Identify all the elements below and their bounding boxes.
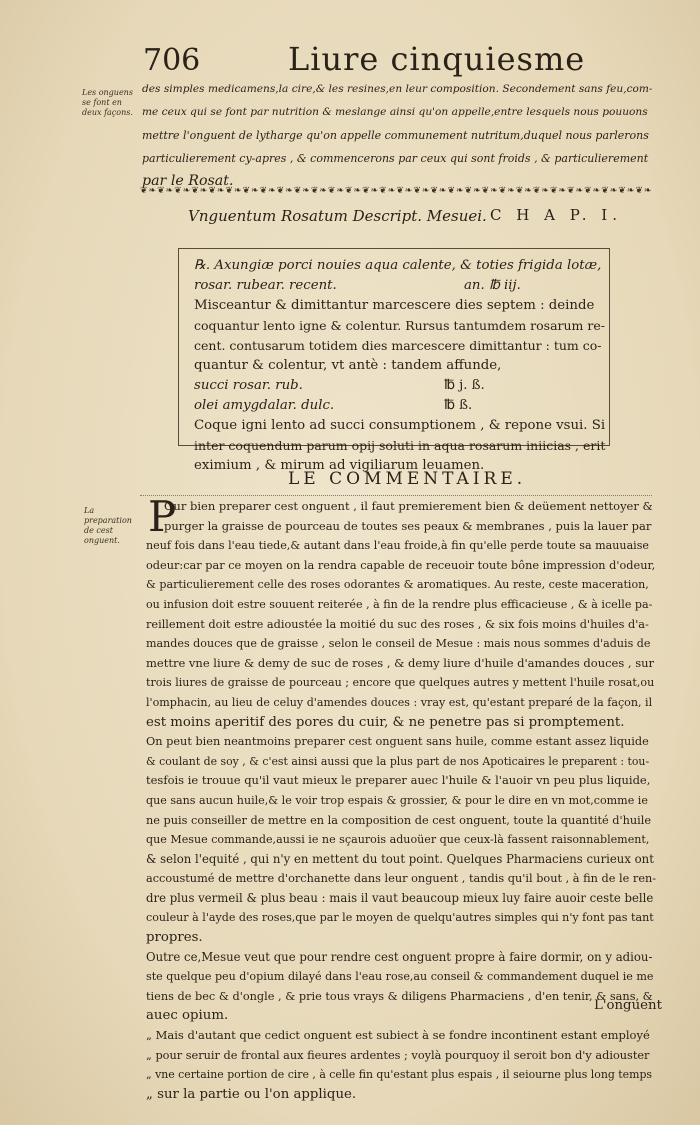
- recipe-line: Coque igni lento ad succi consumptionem , & repone vsui. Si: [194, 418, 606, 433]
- recipe-block: [194, 256, 606, 476]
- intro-line: particulierement cy-apres , & commencerons par ceux qui sont froids , & particulierement: [142, 152, 649, 165]
- commentary-line: On peut bien neantmoins preparer cest onguent sans huile, comme estant assez liquide: [146, 735, 649, 749]
- commentary-line: mettre vne liure & demy de suc de roses , & demy liure d'huile d'amandes douces , sur: [146, 655, 655, 670]
- commentary-line: „ vne certaine portion de cire , à celle fin qu'estant plus espais , il seiourne plus long temps: [146, 1068, 653, 1082]
- intro-paragraph: [142, 78, 654, 193]
- recipe-quantity: ℔ ß.: [444, 398, 473, 413]
- commentary-line: tesfois ie trouue qu'il vaut mieux le preparer auec l'huile & l'auoir vn peu plus liquide,: [146, 773, 651, 788]
- commentary-line: purger la graisse de pourceau de toutes ses peaux & membranes , puis la lauer par: [164, 518, 652, 533]
- commentary-line: & particulierement celle des roses odorantes & aromatiques. Au reste, ceste maceration,: [146, 578, 649, 592]
- recipe-line: inter coquendum parum opij soluti in aqua rosarum iniicias , erit: [194, 438, 606, 453]
- commentary-rule: [140, 495, 652, 496]
- frame-rule-left: [178, 249, 179, 445]
- recipe-line: quantur & colentur, vt antè : tandem affunde,: [194, 358, 502, 373]
- commentary-title: LE COMMENTAIRE.: [288, 469, 527, 489]
- commentary-line: propres.: [146, 930, 203, 946]
- commentary-line: & selon l'equité , qui n'y en mettent du tout point. Quelques Pharmaciens curieux ont: [146, 851, 654, 866]
- commentary-line: est moins aperitif des pores du cuir, & ne penetre pas si promptement.: [146, 714, 625, 730]
- recipe-line: [194, 396, 606, 416]
- commentary-line: que Mesue commande,aussi ie ne sçaurois aduoüer que ceux-là fassent raisonnablement,: [146, 833, 650, 847]
- commentary-line: ou infusion doit estre souuent reiterée , à fin de la rendre plus efficacieuse , & à icelle pa-: [146, 597, 653, 611]
- commentary-line: „ Mais d'autant que cedict onguent est subiect à se fondre incontinent estant employé: [146, 1028, 650, 1043]
- recipe-ingredient: succi rosar. rub.: [194, 378, 303, 393]
- commentary-line: „ pour seruir de frontal aux fieures ardentes ; voylà pourquoy il seroit bon d'y adiouster: [146, 1048, 650, 1062]
- intro-line: par le Rosat.: [142, 173, 234, 189]
- commentary-line: couleur à l'ayde des roses,que par le moyen de quelqu'autres simples qui n'y font pas tant: [146, 911, 654, 925]
- commentary-line: odeur:car par ce moyen on la rendra capable de receuoir toute bône impression d'odeur,: [146, 558, 656, 572]
- recipe-ingredient: rosar. rubear. recent.: [194, 278, 337, 293]
- commentary-line: l'omphacin, au lieu de celuy d'amendes douces : vray est, qu'estant preparé de la façon, il: [146, 695, 653, 709]
- commentary-text: [146, 492, 657, 1104]
- drop-capital: P: [148, 492, 177, 541]
- recipe-line: coquantur lento igne & colentur. Rursus tantumdem rosarum re-: [194, 318, 605, 333]
- commentary-line: ste quelque peu d'opium dilayé dans l'eau rose,au conseil & commandement duquel ie me: [146, 970, 654, 984]
- commentary-line: trois liures de graisse de pourceau ; encore que quelques autres y mettent l'huile rosat,ou: [146, 676, 655, 690]
- commentary-line: „ sur la partie ou l'on applique.: [146, 1086, 357, 1102]
- page-number: 706: [143, 43, 201, 78]
- margin-note-top: Les onguens se font en deux façons.: [82, 88, 133, 117]
- commentary-line: que sans aucun huile,& le voir trop espais & grossier, & pour le dire en vn mot,comme ie: [146, 793, 648, 807]
- commentary-line: neuf fois dans l'eau tiede,& autant dans l'eau froide,à fin qu'elle perde toute sa mauuaise: [146, 539, 649, 553]
- recipe-quantity: ℔ j. ß.: [444, 378, 485, 393]
- catchword: L'onguent: [594, 998, 662, 1013]
- recipe-quantity: an. ℔ iij.: [464, 278, 521, 293]
- intro-line: mettre l'onguent de lytharge qu'on appelle communement nutritum,duquel nous parlerons: [142, 129, 649, 142]
- recipe-line: eximium , & mirum ad vigiliarum leuamen.: [194, 458, 485, 473]
- commentary-line: reillement doit estre adioustée la moitié du suc des roses , & six fois moins d'huiles d'a-: [146, 617, 649, 631]
- commentary-line: tiens de bec & d'ongle , & prie tous vrays & diligens Pharmaciens , d'en tenir, & sans, &: [146, 989, 653, 1003]
- commentary-line: ne puis conseiller de mettre en la composition de cest onguent, toute la quantité d'huile: [146, 813, 652, 827]
- intro-line: me ceux qui se font par nutrition & meslange ainsi qu'on appelle,entre lesquels nous pouuons: [142, 106, 648, 118]
- recipe-line: [194, 276, 606, 296]
- recipe-line: [194, 376, 606, 396]
- margin-note-commentary: La preparation de cest onguent.: [84, 506, 132, 545]
- recipe-line: Misceantur & dimittantur marcescere dies septem : deinde: [194, 298, 595, 313]
- running-head: Liure cinquiesme: [288, 40, 586, 78]
- commentary-line: Outre ce,Mesue veut que pour rendre cest onguent propre à faire dormir, on y adiou-: [146, 949, 653, 964]
- recipe-ingredient: olei amygdalar. dulc.: [194, 398, 335, 413]
- commentary-line: accoustumé de mettre d'orchanette dans leur onguent , tandis qu'il bout , à fin de le ren-: [146, 872, 657, 886]
- recipe-line: ℞. Axungiæ porci nouies aqua calente, & toties frigida lotæ,: [194, 258, 602, 273]
- commentary-line: & coulant de soy , & c'est ainsi aussi que la plus part de nos Apoticaires le preparent : tou-: [146, 754, 650, 768]
- ornament-band: ❦❧❦❧❦❧❦❧❦❧❦❧❦❧❦❧❦❧❦❧❦❧❦❧❦❧❦❧❦❧❦❧❦❧❦❧❦❧❦❧❦❧❦❧❦❧❦❧❦❧❦❧❦❧❦❧❦❧❦❧: [140, 186, 652, 196]
- chapter-number: C H A P. I.: [490, 206, 622, 224]
- commentary-line: auec opium.: [146, 1008, 229, 1024]
- commentary-line: dre plus vermeil & plus beau : mais il vaut beaucoup mieux luy faire auoir ceste belle: [146, 890, 654, 905]
- commentary-line: Our bien preparer cest onguent , il faut premierement bien & deüement nettoyer &: [164, 499, 653, 513]
- frame-rule-right: [609, 249, 610, 445]
- chapter-title: Vnguentum Rosatum Descript. Mesuei.: [188, 207, 487, 225]
- commentary-line: mandes douces que de graisse , selon le conseil de Mesue : mais nous sommes d'aduis de: [146, 637, 651, 651]
- intro-line: des simples medicamens,la cire,& les resines,en leur composition. Secondement sans feu,com-: [142, 83, 653, 95]
- recipe-line: cent. contusarum totidem dies marcescere dimittantur : tum co-: [194, 338, 602, 353]
